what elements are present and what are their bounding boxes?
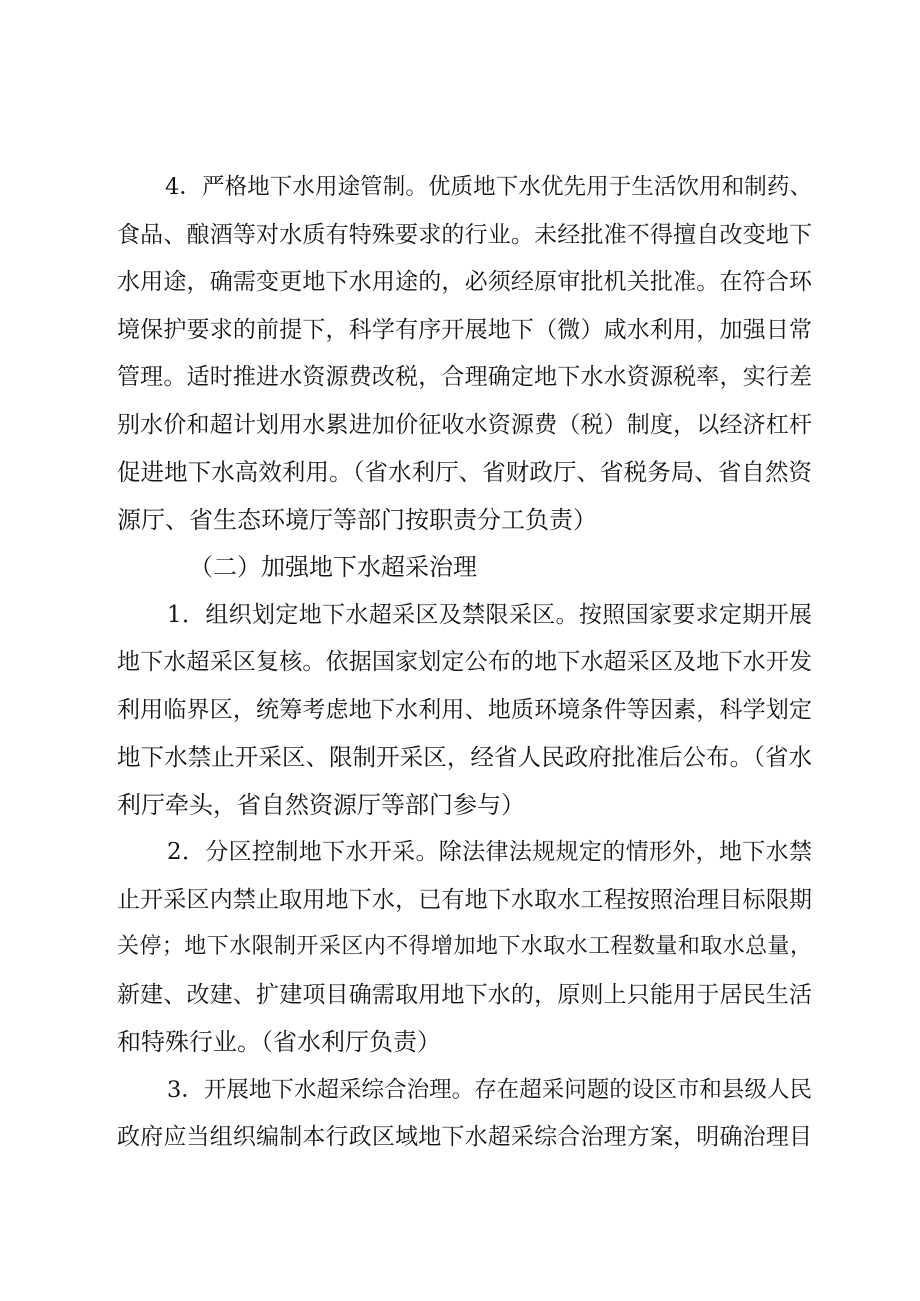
- paragraph-2-line-3: 关停；地下水限制开采区内不得增加地下水取水工程数量和取水总量，: [117, 934, 812, 959]
- paragraph-2-line-2: 止开采区内禁止取用地下水，已有地下水取水工程按照治理目标限期: [117, 886, 812, 913]
- paragraph-3-line-2: 政府应当组织编制本行政区域地下水超采综合治理方案，明确治理目: [117, 1124, 812, 1150]
- paragraph-4-line-1: 4．严格地下水用途管制。优质地下水优先用于生活饮用和制药、: [165, 174, 812, 200]
- paragraph-1-line-5: 利厅牵头，省自然资源厅等部门参与）: [117, 790, 525, 819]
- section-heading: （二）加强地下水超采治理: [189, 553, 477, 581]
- paragraph-4-line-5: 管理。适时推进水资源费改税，合理确定地下水水资源税率，实行差: [117, 364, 812, 390]
- paragraph-1-line-4: 地下水禁止开采区、限制开采区，经省人民政府批准后公布。（省水: [117, 743, 812, 771]
- paragraph-4-line-2: 食品、酿酒等对水质有特殊要求的行业。未经批准不得擅自改变地下: [117, 221, 812, 248]
- paragraph-1-line-1: 1．组织划定地下水超采区及禁限采区。按照国家要求定期开展: [167, 601, 812, 628]
- paragraph-1-line-2: 地下水超采区复核。依据国家划定公布的地下水超采区及地下水开发: [117, 649, 812, 675]
- paragraph-3-line-1: 3．开展地下水超采综合治理。存在超采问题的设区市和县级人民: [167, 1076, 812, 1103]
- paragraph-2-line-5: 和特殊行业。（省水利厅负责）: [117, 1028, 441, 1056]
- paragraph-4-line-7: 促进地下水高效利用。（省水利厅、省财政厅、省税务局、省自然资: [117, 458, 812, 486]
- paragraph-2-line-1: 2．分区控制地下水开采。除法律法规规定的情形外，地下水禁: [167, 839, 812, 865]
- document-body: [117, 168, 812, 1166]
- paragraph-4-line-6: 别水价和超计划用水累进加价征收水资源费（税）制度，以经济杠杆: [117, 411, 812, 438]
- paragraph-1-line-3: 利用临界区，统筹考虑地下水利用、地质环境条件等因素，科学划定: [117, 696, 812, 723]
- paragraph-4-line-8: 源厅、省生态环境厅等部门按职责分工负责）: [117, 505, 597, 534]
- paragraph-4-line-3: 水用途，确需变更地下水用途的，必须经原审批机关批准。在符合环: [117, 269, 812, 295]
- paragraph-4-line-4: 境保护要求的前提下，科学有序开展地下（微）咸水利用，加强日常: [117, 316, 812, 343]
- paragraph-2-line-4: 新建、改建、扩建项目确需取用地下水的，原则上只能用于居民生活: [117, 981, 812, 1008]
